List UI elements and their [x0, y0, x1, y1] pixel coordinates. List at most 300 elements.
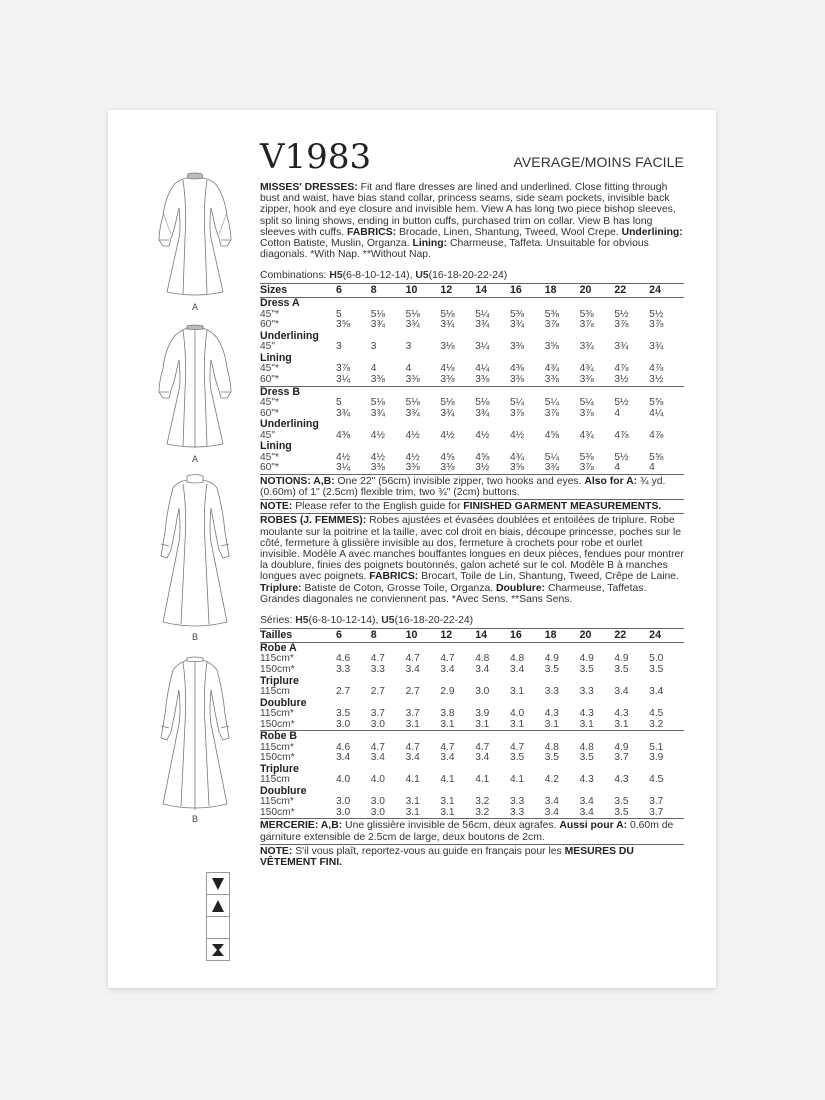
dress-a-back-drawing [153, 320, 237, 452]
pattern-info [260, 136, 684, 869]
yardage-cell: 3.2 [475, 808, 510, 819]
size-header-cell: 12 [440, 284, 475, 298]
table-row [260, 753, 684, 764]
underlining-label: Underlining: [621, 226, 683, 238]
yardage-cell: 3½ [649, 375, 684, 386]
yardage-cell: 4¾ [579, 363, 594, 375]
yardage-cell: 3.1 [440, 808, 475, 819]
yardage-cell: 3 [370, 341, 377, 353]
desc-title-fr: ROBES (J. FEMMES): [260, 515, 367, 527]
also-label: Also for A: [584, 475, 638, 487]
desc-body-fr: Robes ajustées et évasées doublées et entoilées de triplure. Robe moulante sur la poitrine et la taille, avec col droit en biais, découpe princesse, poches sur le côté, fermeture à glissière invisible au dos, fermeture à crochets pour robe et ourlet invisible. Modèle A avec manches bouffantes longues en deux pièces, fendues pour montrer la doublure, finies des poignets boutonnés, galon acheté sur le col. Modèle B à manches longues avec poignets. [260, 515, 684, 583]
blank-symbol [207, 917, 229, 939]
yardage-cell: 4.9 [579, 653, 594, 665]
yardage-cell: 4.5 [649, 774, 664, 786]
yardage-cell: 3¾ [336, 407, 351, 419]
size-header-cell: 8 [371, 629, 406, 643]
yardage-cell: 4⅛ [440, 363, 455, 375]
group-title: Underlining [260, 418, 319, 431]
aussi-text: 0.60m de garniture extensible de 2.5cm de large, deux boutons de 2cm. [260, 820, 674, 843]
group-title: Lining [260, 440, 292, 453]
also-text: ¾ yd. (0.60m) of 1" (2.5cm) flexible trim, two ¾" (2cm) buttons. [260, 475, 666, 498]
yardage-cell: 3.5 [579, 664, 594, 676]
desc-title: MISSES' DRESSES: [260, 182, 358, 193]
yardage-cell: 4¾ [579, 429, 594, 441]
yardage-cell: 3.3 [370, 664, 385, 676]
yardage-cell: 3.0 [371, 720, 406, 731]
yardage-cell: 3.1 [545, 720, 580, 731]
yardage-cell: 4.7 [370, 741, 385, 753]
series1-code: H5 [295, 615, 309, 627]
yardage-cell: 5½ [649, 308, 664, 320]
mercerie-text: Une glissière invisible de 56cm, deux agrafes. [342, 820, 560, 832]
yardage-cell: 3⅝ [336, 319, 351, 331]
yardage-cell: 4⅞ [649, 429, 664, 441]
size-header-cell: 14 [475, 629, 510, 643]
yardage-cell: 3¼ [475, 341, 490, 353]
yardage-cell: 4.8 [475, 653, 490, 665]
yardage-cell: 4.7 [440, 741, 455, 753]
yardage-cell: 3¾ [579, 341, 594, 353]
dress-b-front-drawing [153, 470, 237, 630]
yardage-cell: 5¼ [579, 397, 594, 409]
yardage-cell: 5.1 [649, 741, 664, 753]
view-b-back-label: B [191, 814, 198, 824]
yardage-cell: 3.1 [580, 720, 615, 731]
yardage-cell: 4½ [370, 451, 385, 463]
yardage-cell: 4.2 [544, 774, 559, 786]
yardage-cell: 4.7 [405, 653, 420, 665]
yardage-cell: 4½ [509, 429, 525, 441]
yardage-cell: 4.1 [475, 774, 490, 786]
yardage-cell: 4 [370, 363, 377, 375]
yardage-cell: 3.4 [614, 686, 629, 698]
note-label: NOTE: [260, 501, 293, 513]
size-header-cell: 6 [336, 629, 371, 643]
series-line [260, 615, 684, 629]
size-header-label: Tailles [260, 629, 336, 643]
yardage-cell: 3.5 [509, 752, 525, 764]
fabric-width-label: 60"* [260, 319, 279, 331]
title-row [260, 136, 684, 177]
yardage-cell: 4½ [405, 451, 420, 463]
yardage-cell: 4.1 [405, 774, 420, 786]
yardage-cell: 3¾ [649, 341, 664, 353]
table-row [260, 665, 684, 676]
notions-english [260, 475, 684, 500]
yardage-cell: 5⅛ [405, 397, 420, 409]
yardage-cell: 4.7 [509, 741, 525, 753]
yardage-cell: 3.7 [370, 708, 385, 720]
yardage-cell: 3.4 [370, 752, 385, 764]
yardage-cell: 3⅜ [475, 375, 510, 386]
triangle-down-icon [207, 873, 229, 895]
english-description [260, 182, 684, 260]
yardage-cell: 4.7 [405, 741, 420, 753]
group-title: Triplure [260, 762, 299, 775]
view-a-front [140, 168, 250, 312]
fabric-width-label: 150cm* [260, 808, 336, 819]
size-header-cell: 10 [406, 284, 441, 298]
lining-label: Lining: [412, 238, 448, 250]
yardage-cell: 4.1 [509, 774, 525, 786]
hourglass-icon [207, 939, 229, 960]
yardage-cell: 5⅝ [649, 397, 664, 409]
yardage-cell: 3.7 [649, 808, 684, 819]
doublure-text: Charmeuse, Taffetas. Grandes diagonales ne conviennent pas. *Avec Sens. **Sans Sens. [260, 582, 647, 605]
yardage-cell: 4.0 [336, 774, 351, 786]
group-title-row [260, 441, 684, 452]
yardage-cell: 5⅜ [509, 308, 525, 320]
yardage-cell: 5⅜ [579, 308, 594, 320]
yardage-cell: 5⅛ [440, 308, 455, 320]
section-title: Dress B [260, 385, 301, 398]
yardage-cell: 4.9 [544, 653, 559, 665]
size-header-cell: 20 [580, 284, 615, 298]
combo1-code: H5 [329, 270, 343, 282]
yardage-cell: 3.5 [544, 752, 559, 764]
yardage-cell: 3¾ [405, 407, 420, 419]
yardage-cell: 4⅝ [475, 451, 490, 463]
yardage-table-french [260, 629, 684, 819]
view-b-back [140, 652, 250, 824]
doublure-label: Doublure: [496, 582, 546, 594]
table-row [260, 463, 684, 474]
triplure-text: Batiste de Coton, Grosse Toile, Organza. [301, 582, 497, 594]
yardage-cell: 4⅞ [649, 363, 664, 375]
yardage-cell: 5⅛ [405, 308, 420, 320]
yardage-cell: 3⅜ [440, 375, 475, 386]
yardage-cell: 3⅞ [579, 407, 594, 419]
yardage-cell: 4.3 [544, 708, 559, 720]
yardage-cell: 5⅜ [579, 451, 594, 463]
notions-text: One 22" (56cm) invisible zipper, two hooks and eyes. [334, 475, 585, 487]
yardage-cell: 3.0 [475, 686, 490, 698]
fabric-width-label: 45"* [260, 308, 279, 320]
yardage-cell: 4.7 [475, 741, 490, 753]
yardage-cell: 3⅜ [510, 375, 545, 386]
pattern-envelope-back [108, 110, 716, 988]
group-title: Doublure [260, 784, 307, 797]
fabric-width-label: 45" [260, 341, 275, 353]
table-row [260, 687, 684, 698]
yardage-cell: 3.3 [579, 686, 594, 698]
note-text-fr: S'il vous plaît, reportez-vous au guide en français pour les [292, 845, 565, 857]
yardage-cell: 3⅝ [544, 341, 559, 353]
yardage-cell: 3¾ [370, 407, 385, 419]
yardage-cell: 3¼ [336, 375, 371, 386]
yardage-cell: 4½ [370, 429, 385, 441]
size-header-cell: 14 [475, 284, 510, 298]
yardage-cell: 3.1 [509, 686, 525, 698]
yardage-cell: 4.9 [614, 653, 629, 665]
yardage-cell: 3.5 [544, 664, 559, 676]
yardage-cell: 3.1 [406, 720, 441, 731]
yardage-cell: 3⅝ [510, 463, 545, 474]
view-a-back [140, 320, 250, 464]
yardage-cell: 5⅝ [649, 451, 664, 463]
yardage-cell: 3.0 [370, 796, 385, 808]
yardage-cell: 4 [614, 463, 649, 474]
aussi-label: Aussi pour A: [559, 820, 628, 832]
yardage-cell: 3 [405, 341, 412, 353]
fabric-width-label: 45" [260, 429, 275, 441]
combo2-sizes: (16-18-20-22-24) [428, 270, 508, 282]
yardage-cell: 3.5 [649, 664, 664, 676]
size-header-cell: 18 [545, 629, 580, 643]
note-english [260, 500, 684, 514]
yardage-cell: 3⅞ [544, 319, 559, 331]
yardage-cell: 5⅛ [475, 397, 490, 409]
yardage-cell: 3.3 [509, 796, 525, 808]
yardage-cell: 4⅜ [336, 429, 351, 441]
yardage-cell: 4.3 [614, 708, 629, 720]
fabric-width-label: 60"* [260, 463, 336, 474]
yardage-cell: 3.1 [510, 720, 545, 731]
note-french [260, 845, 684, 869]
yardage-cell: 3⅞ [649, 319, 664, 331]
yardage-cell: 4.3 [614, 774, 629, 786]
yardage-cell: 2.7 [336, 686, 351, 698]
yardage-cell: 3.3 [510, 808, 545, 819]
fabrics-label-fr: FABRICS: [369, 571, 419, 583]
series2-code: U5 [381, 615, 395, 627]
yardage-cell: 3.4 [475, 664, 490, 676]
desc-body: Fit and flare dresses are lined and underlined. Close fitting through bust and waist, have bias stand collar, princess seams, side seam pockets, invisible back zipper, hook and eye closure and invisible hem. View A has long two piece bishop sleeves, split so lining shows, ending in button cuffs, purchased trim on collar. View B has long sleeves with cuffs. [260, 182, 676, 238]
fabric-width-label: 115cm* [260, 741, 294, 753]
section-title-row [260, 731, 684, 743]
fabric-width-label: 45"* [260, 363, 279, 375]
fabric-width-label: 60"* [260, 375, 336, 386]
yardage-cell: 3⅜ [509, 341, 525, 353]
size-header-cell: 18 [545, 284, 580, 298]
table-row [260, 409, 684, 420]
triangle-up-icon [207, 895, 229, 917]
table-row [260, 375, 684, 386]
yardage-cell: 3.5 [614, 664, 629, 676]
yardage-cell: 3.4 [509, 664, 525, 676]
fabric-width-label: 115cm* [260, 708, 294, 720]
yardage-cell: 5⅛ [370, 397, 385, 409]
view-a-front-label: A [191, 302, 198, 312]
notions-label: NOTIONS: A,B: [260, 475, 335, 487]
group-title: Doublure [260, 696, 307, 709]
size-header-label: Sizes [260, 284, 336, 298]
yardage-cell: 3⅜ [580, 375, 615, 386]
yardage-cell: 3.3 [544, 686, 559, 698]
yardage-cell: 3.5 [614, 796, 629, 808]
fabric-width-label: 60"* [260, 407, 279, 419]
yardage-cell: 5¼ [544, 397, 559, 409]
yardage-cell: 3⅞ [614, 319, 629, 331]
size-header-cell: 8 [371, 284, 406, 298]
yardage-cell: 4.0 [509, 708, 525, 720]
table-row [260, 320, 684, 331]
pattern-symbols [206, 872, 230, 961]
yardage-cell: 3.1 [406, 808, 441, 819]
yardage-cell: 4¼ [649, 407, 664, 419]
yardage-cell: 4 [614, 407, 621, 419]
yardage-cell: 4½ [336, 451, 351, 463]
yardage-cell: 4.7 [370, 653, 385, 665]
yardage-cell: 4.8 [579, 741, 594, 753]
size-header-cell: 22 [614, 629, 649, 643]
triplure-label: Triplure: [260, 582, 302, 594]
yardage-cell: 3.4 [544, 796, 559, 808]
yardage-cell: 3.1 [440, 796, 455, 808]
fabrics-label: FABRICS: [347, 226, 397, 238]
yardage-cell: 3.3 [336, 664, 351, 676]
difficulty-level: AVERAGE/MOINS FACILE [513, 154, 684, 170]
yardage-cell: 3.7 [614, 752, 629, 764]
yardage-cell: 3.0 [371, 808, 406, 819]
yardage-cell: 5½ [614, 451, 629, 463]
yardage-cell: 3.0 [336, 808, 371, 819]
dress-a-front-drawing [153, 168, 237, 300]
yardage-cell: 3.8 [440, 708, 455, 720]
yardage-cell: 3½ [614, 375, 649, 386]
yardage-cell: 4¾ [509, 451, 525, 463]
yardage-cell: 3¾ [509, 319, 525, 331]
size-header-row [260, 284, 684, 298]
pattern-number: V1983 [260, 137, 372, 177]
fabric-width-label: 115cm [260, 774, 290, 786]
yardage-cell: 5¼ [509, 397, 525, 409]
yardage-cell: 3.2 [475, 796, 490, 808]
group-title: Lining [260, 352, 292, 365]
note-label-fr: NOTE: [260, 845, 293, 857]
section-title: Robe B [260, 730, 298, 743]
yardage-cell: 4.6 [336, 653, 351, 665]
yardage-cell: 4.3 [579, 708, 594, 720]
mercerie-label: MERCERIE: A,B: [260, 820, 343, 832]
yardage-cell: 4.3 [579, 774, 594, 786]
yardage-cell: 3⅜ [406, 375, 441, 386]
fabric-width-label: 115cm* [260, 796, 294, 808]
yardage-cell: 5¼ [475, 308, 490, 320]
yardage-cell: 3.5 [336, 708, 351, 720]
yardage-cell: 3⅜ [440, 463, 475, 474]
yardage-cell: 3¾ [440, 407, 455, 419]
yardage-cell: 4¾ [544, 363, 559, 375]
yardage-cell: 2.7 [405, 686, 420, 698]
yardage-cell: 3¾ [475, 319, 490, 331]
yardage-cell: 3.1 [475, 720, 510, 731]
yardage-cell: 5⅛ [440, 397, 455, 409]
yardage-cell: 4⅜ [509, 363, 525, 375]
yardage-cell: 3.4 [580, 808, 615, 819]
yardage-cell: 4.7 [440, 653, 455, 665]
yardage-cell: 3⅜ [406, 463, 441, 474]
yardage-cell: 3.4 [336, 752, 351, 764]
yardage-cell: 3 [336, 341, 342, 353]
yardage-cell: 4 [405, 363, 412, 375]
yardage-cell: 4½ [405, 429, 420, 441]
yardage-cell: 4½ [440, 429, 455, 441]
group-title: Triplure [260, 674, 299, 687]
yardage-cell: 3.0 [336, 796, 351, 808]
underlining-text: Cotton Batiste, Muslin, Organza. [260, 238, 413, 250]
yardage-cell: 5⅛ [370, 308, 385, 320]
size-header-cell: 16 [510, 629, 545, 643]
section-title: Dress A [260, 297, 300, 310]
yardage-cell: 2.9 [440, 686, 455, 698]
yardage-cell: 3.4 [579, 796, 594, 808]
yardage-cell: 3.4 [405, 752, 420, 764]
yardage-cell: 4 [649, 463, 684, 474]
yardage-cell: 3.4 [440, 752, 455, 764]
section-title: Robe A [260, 642, 297, 655]
combinations-line [260, 270, 684, 284]
yardage-cell: 4.8 [509, 653, 525, 665]
yardage-cell: 5½ [614, 308, 629, 320]
yardage-cell: 4½ [475, 429, 490, 441]
combo1-sizes: (6-8-10-12-14), [342, 270, 416, 282]
french-description [260, 515, 684, 605]
fabric-width-label: 45"* [260, 451, 279, 463]
size-header-cell: 24 [649, 629, 684, 643]
yardage-cell: 3.4 [440, 664, 455, 676]
view-b-front-label: B [191, 632, 198, 642]
series1-sizes: (6-8-10-12-14), [308, 615, 382, 627]
size-header-cell: 6 [336, 284, 371, 298]
yardage-cell: 5¼ [544, 451, 559, 463]
yardage-cell: 5 [336, 397, 342, 409]
size-header-cell: 16 [510, 284, 545, 298]
yardage-cell: 3½ [475, 463, 510, 474]
yardage-cell: 5 [336, 308, 342, 320]
yardage-cell: 3⅜ [545, 375, 580, 386]
fabric-width-label: 115cm* [260, 653, 294, 665]
yardage-cell: 4.1 [440, 774, 455, 786]
yardage-cell: 3.4 [405, 664, 420, 676]
series-label: Séries: [260, 615, 296, 627]
yardage-cell: 3.7 [649, 796, 664, 808]
fabric-width-label: 150cm* [260, 720, 336, 731]
yardage-cell: 3⅞ [544, 407, 559, 419]
yardage-cell: 3⅞ [336, 363, 351, 375]
fabric-width-label: 150cm* [260, 664, 295, 676]
yardage-cell: 3.0 [336, 720, 371, 731]
yardage-cell: 4⅞ [614, 363, 629, 375]
yardage-cell: 3.4 [545, 808, 580, 819]
fabrics-text: Brocade, Linen, Shantung, Tweed, Wool Crepe. [396, 226, 622, 238]
yardage-cell: 3⅞ [580, 463, 615, 474]
dress-b-back-drawing [153, 652, 237, 812]
yardage-cell: 3.2 [649, 720, 684, 731]
yardage-cell: 4.9 [614, 741, 629, 753]
yardage-cell: 3¾ [370, 319, 385, 331]
yardage-cell: 5½ [614, 397, 629, 409]
yardage-cell: 4⅝ [544, 429, 559, 441]
table-row [260, 398, 684, 409]
table-row [260, 808, 684, 819]
yardage-cell: 3.5 [579, 752, 594, 764]
fabric-width-label: 115cm [260, 686, 290, 698]
table-row [260, 431, 684, 442]
group-title-row [260, 419, 684, 430]
yardage-cell: 4¼ [475, 363, 490, 375]
yardage-cell: 3.4 [475, 752, 490, 764]
yardage-cell: 2.7 [370, 686, 385, 698]
yardage-cell: 4.5 [649, 708, 664, 720]
fabrics-text-fr: Brocart, Toile de Lin, Shantung, Tweed, Crêpe de Laine. [418, 571, 679, 583]
yardage-cell: 3⅞ [509, 407, 525, 419]
size-header-cell: 20 [580, 629, 615, 643]
group-title: Underlining [260, 330, 319, 343]
yardage-cell: 3.1 [614, 720, 649, 731]
table-row [260, 720, 684, 731]
